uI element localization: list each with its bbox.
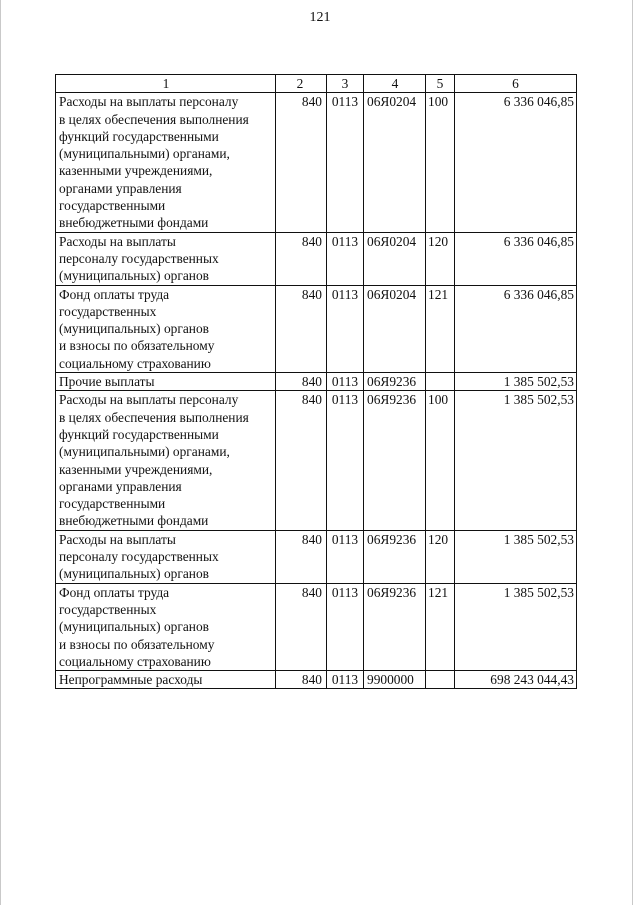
row-amount: 1 385 502,53: [455, 583, 577, 670]
row-amount: 1 385 502,53: [455, 391, 577, 530]
row-amount: 1 385 502,53: [455, 530, 577, 583]
row-col-2: 840: [276, 391, 327, 530]
row-col-4: 06Я9236: [364, 530, 426, 583]
row-col-5: 121: [426, 583, 455, 670]
row-col-2: 840: [276, 671, 327, 689]
row-col-2: 840: [276, 285, 327, 372]
row-col-3: 0113: [327, 93, 364, 232]
header-col-5: 5: [426, 75, 455, 93]
table-row: [56, 373, 577, 391]
row-name: Непрограммные расходы: [56, 671, 276, 689]
row-name: Фонд оплаты труда государственных (муниципальных) органов и взносы по обязательному социальному страхованию: [56, 583, 276, 670]
row-col-4: 06Я0204: [364, 285, 426, 372]
row-col-5: 121: [426, 285, 455, 372]
row-col-2: 840: [276, 93, 327, 232]
row-col-3: 0113: [327, 530, 364, 583]
row-name: Расходы на выплаты персоналу государственных (муниципальных) органов: [56, 530, 276, 583]
row-col-5: [426, 373, 455, 391]
row-name: Расходы на выплаты персоналу в целях обеспечения выполнения функций государственными (муниципальными) органами, казенными учреждениями, органами управления государственными внебюджетными фондами: [56, 93, 276, 232]
row-col-3: 0113: [327, 232, 364, 285]
row-col-3: 0113: [327, 285, 364, 372]
row-name: Фонд оплаты труда государственных (муниципальных) органов и взносы по обязательному социальному страхованию: [56, 285, 276, 372]
row-col-5: 100: [426, 93, 455, 232]
row-col-4: 06Я0204: [364, 232, 426, 285]
row-name: Расходы на выплаты персоналу государственных (муниципальных) органов: [56, 232, 276, 285]
row-col-3: 0113: [327, 373, 364, 391]
row-col-3: 0113: [327, 583, 364, 670]
row-col-2: 840: [276, 530, 327, 583]
row-col-2: 840: [276, 583, 327, 670]
row-col-5: 120: [426, 530, 455, 583]
header-col-3: 3: [327, 75, 364, 93]
row-col-5: 100: [426, 391, 455, 530]
row-col-4: 06Я9236: [364, 583, 426, 670]
table-row: [56, 671, 577, 689]
row-col-3: 0113: [327, 391, 364, 530]
row-col-4: 06Я0204: [364, 93, 426, 232]
row-amount: 1 385 502,53: [455, 373, 577, 391]
header-col-6: 6: [455, 75, 577, 93]
table-row: [56, 285, 577, 372]
scan-edge-right: [632, 0, 633, 905]
header-col-1: 1: [56, 75, 276, 93]
scan-edge-left: [0, 0, 1, 905]
table-header: [56, 75, 577, 93]
row-col-5: [426, 671, 455, 689]
row-col-3: 0113: [327, 671, 364, 689]
row-col-2: 840: [276, 373, 327, 391]
row-col-4: 06Я9236: [364, 391, 426, 530]
table-row: [56, 93, 577, 232]
page-number: 121: [309, 10, 331, 25]
row-amount: 6 336 046,85: [455, 93, 577, 232]
row-amount: 6 336 046,85: [455, 232, 577, 285]
header-col-2: 2: [276, 75, 327, 93]
row-amount: 698 243 044,43: [455, 671, 577, 689]
header-col-4: 4: [364, 75, 426, 93]
row-col-5: 120: [426, 232, 455, 285]
row-amount: 6 336 046,85: [455, 285, 577, 372]
table-row: [56, 530, 577, 583]
row-name: Прочие выплаты: [56, 373, 276, 391]
table-body: [56, 93, 577, 689]
row-name: Расходы на выплаты персоналу в целях обеспечения выполнения функций государственными (муниципальными) органами, казенными учреждениями, органами управления государственными внебюджетными фондами: [56, 391, 276, 530]
row-col-4: 9900000: [364, 671, 426, 689]
table-row: [56, 391, 577, 530]
table-row: [56, 583, 577, 670]
table-row: [56, 232, 577, 285]
row-col-2: 840: [276, 232, 327, 285]
header-row: [56, 75, 577, 93]
row-col-4: 06Я9236: [364, 373, 426, 391]
budget-table: [55, 74, 577, 689]
